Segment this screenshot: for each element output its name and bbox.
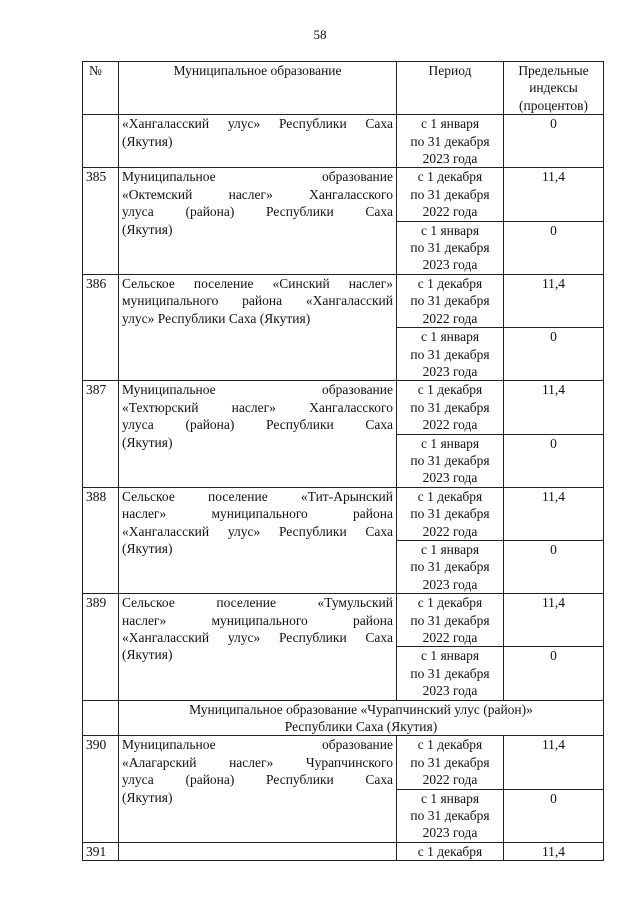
- municipality-name-line: Муниципальное образование: [122, 169, 393, 185]
- municipality-name-line: (Якутия): [122, 133, 173, 149]
- row-number: 387: [83, 381, 119, 487]
- period-line: 2022 года: [422, 772, 478, 788]
- index-value: 0: [504, 647, 604, 700]
- table-row: [83, 487, 604, 540]
- index-value: 11,4: [504, 381, 604, 434]
- municipality-name-line: улус» Республики Саха (Якутия): [122, 310, 311, 326]
- period-cell: [397, 736, 504, 789]
- table-row: [83, 842, 604, 860]
- municipality-name-line: «Хангаласский улус» Республики Саха: [122, 116, 393, 132]
- period-cell: [397, 842, 504, 860]
- municipality-name-line: (Якутия): [122, 789, 173, 805]
- municipality-name: [119, 594, 397, 700]
- municipality-name: [119, 842, 397, 860]
- period-line: 2023 года: [422, 683, 478, 699]
- header-number: №: [83, 62, 119, 115]
- period-line: 2023 года: [422, 825, 478, 841]
- period-line: по 31 декабря: [410, 665, 490, 681]
- header-municipality: Муниципальное образование: [119, 62, 397, 115]
- index-value: 11,4: [504, 274, 604, 327]
- period-line: 2022 года: [422, 310, 478, 326]
- index-value: 0: [504, 115, 604, 168]
- period-cell: [397, 274, 504, 327]
- period-cell: [397, 647, 504, 700]
- section-title-line: Республики Саха (Якутия): [284, 719, 438, 735]
- period-line: с 1 декабря: [417, 843, 483, 859]
- period-line: 2023 года: [422, 576, 478, 592]
- municipality-name-line: Сельское поселение «Тумульский: [122, 595, 393, 611]
- municipality-name-line: «Хангаласский улус» Республики Саха: [122, 630, 393, 645]
- period-line: по 31 декабря: [410, 346, 490, 362]
- municipality-name-line: (Якутия): [122, 647, 173, 663]
- municipality-name-line: наслег» муниципального района: [122, 506, 393, 522]
- period-line: по 31 декабря: [410, 506, 490, 522]
- index-value: 11,4: [504, 594, 604, 647]
- index-value: 0: [504, 221, 604, 274]
- period-line: по 31 декабря: [410, 452, 490, 468]
- index-value: 0: [504, 540, 604, 593]
- municipality-name-line: улуса (района) Республики Саха: [122, 417, 393, 433]
- index-value: 0: [504, 434, 604, 487]
- municipality-name-line: Сельское поселение «Синский наслег»: [122, 275, 393, 291]
- period-line: по 31 декабря: [410, 399, 490, 415]
- table-row: [83, 274, 604, 327]
- period-line: по 31 декабря: [410, 612, 490, 628]
- period-line: 2023 года: [422, 151, 478, 167]
- period-line: по 31 декабря: [410, 808, 490, 824]
- period-line: 2022 года: [422, 204, 478, 220]
- period-line: с 1 января: [420, 116, 480, 132]
- section-header-row: [83, 700, 604, 736]
- index-value: 0: [504, 328, 604, 381]
- period-line: 2022 года: [422, 523, 478, 539]
- municipality-name-line: Сельское поселение «Тит-Арынский: [122, 488, 393, 504]
- municipality-name: [119, 487, 397, 593]
- period-line: с 1 января: [420, 790, 480, 806]
- period-cell: [397, 168, 504, 221]
- municipality-name-line: улуса (района) Республики Саха: [122, 772, 393, 788]
- row-number: 386: [83, 274, 119, 380]
- municipality-name-line: «Хангаласский улус» Республики Саха: [122, 523, 393, 539]
- period-line: по 31 декабря: [410, 559, 490, 575]
- period-cell: [397, 434, 504, 487]
- table-row: [83, 115, 604, 168]
- period-line: по 31 декабря: [410, 754, 490, 770]
- table-header-row: [83, 62, 604, 115]
- municipality-name-line: (Якутия): [122, 540, 173, 556]
- period-line: с 1 декабря: [417, 595, 483, 611]
- table-row: [83, 168, 604, 221]
- municipality-name-line: наслег» муниципального района: [122, 612, 393, 628]
- municipality-name: [119, 115, 397, 168]
- period-line: 2023 года: [422, 363, 478, 379]
- row-number: 388: [83, 487, 119, 593]
- table-row: [83, 736, 604, 789]
- period-cell: [397, 789, 504, 842]
- period-line: с 1 января: [420, 329, 480, 345]
- period-line: по 31 декабря: [410, 133, 490, 149]
- header-index-line: индексы: [529, 80, 578, 96]
- header-index: [504, 62, 604, 115]
- period-line: с 1 декабря: [417, 169, 483, 185]
- period-line: 2022 года: [422, 417, 478, 433]
- period-line: по 31 декабря: [410, 293, 490, 309]
- index-value: 11,4: [504, 168, 604, 221]
- municipality-name-line: (Якутия): [122, 221, 173, 237]
- row-number: [83, 115, 119, 168]
- index-value: 11,4: [504, 736, 604, 789]
- row-number: 390: [83, 736, 119, 842]
- municipality-name-line: «Техтюрский наслег» Хангаласского: [122, 399, 393, 415]
- municipality-name-line: улуса (района) Республики Саха: [122, 204, 393, 220]
- municipality-name: [119, 736, 397, 842]
- page-number: 58: [313, 27, 327, 42]
- section-title-line: Муниципальное образование «Чурапчинский улус (район)»: [189, 701, 533, 717]
- period-line: 2023 года: [422, 257, 478, 273]
- header-period: Период: [397, 62, 504, 115]
- index-value: 11,4: [504, 842, 604, 860]
- row-number: 389: [83, 594, 119, 700]
- period-line: с 1 декабря: [417, 382, 483, 398]
- table-row: [83, 594, 604, 647]
- table-row: [83, 381, 604, 434]
- row-number: 391: [83, 842, 119, 860]
- period-cell: [397, 381, 504, 434]
- index-value: 0: [504, 789, 604, 842]
- header-index-line: Предельные: [518, 63, 589, 78]
- period-line: с 1 декабря: [417, 737, 483, 753]
- tariff-index-table: [82, 61, 604, 861]
- period-cell: [397, 487, 504, 540]
- period-cell: [397, 540, 504, 593]
- index-value: 11,4: [504, 487, 604, 540]
- municipality-name-line: (Якутия): [122, 434, 173, 450]
- period-cell: [397, 594, 504, 647]
- section-number-cell: [83, 700, 119, 736]
- municipality-name: [119, 274, 397, 380]
- period-cell: [397, 115, 504, 168]
- period-line: с 1 января: [420, 435, 480, 451]
- period-cell: [397, 328, 504, 381]
- municipality-name-line: «Алагарский наслег» Чурапчинского: [122, 754, 393, 770]
- period-line: с 1 декабря: [417, 275, 483, 291]
- municipality-name: [119, 381, 397, 487]
- period-line: 2023 года: [422, 470, 478, 486]
- municipality-name-line: Муниципальное образование: [122, 737, 393, 753]
- period-line: с 1 января: [420, 222, 480, 238]
- section-title: [119, 700, 604, 736]
- period-line: 2022 года: [422, 630, 478, 645]
- municipality-name-line: Муниципальное образование: [122, 382, 393, 398]
- period-line: с 1 декабря: [417, 488, 483, 504]
- period-line: с 1 января: [420, 648, 480, 664]
- period-line: по 31 декабря: [410, 186, 490, 202]
- row-number: 385: [83, 168, 119, 274]
- period-cell: [397, 221, 504, 274]
- header-index-line: (процентов): [518, 97, 588, 113]
- period-line: по 31 декабря: [410, 240, 490, 256]
- table-body: [83, 115, 604, 861]
- municipality-name-line: «Октемский наслег» Хангаласского: [122, 186, 393, 202]
- municipality-name-line: муниципального района «Хангаласский: [122, 293, 393, 309]
- municipality-name: [119, 168, 397, 274]
- period-line: с 1 января: [420, 541, 480, 557]
